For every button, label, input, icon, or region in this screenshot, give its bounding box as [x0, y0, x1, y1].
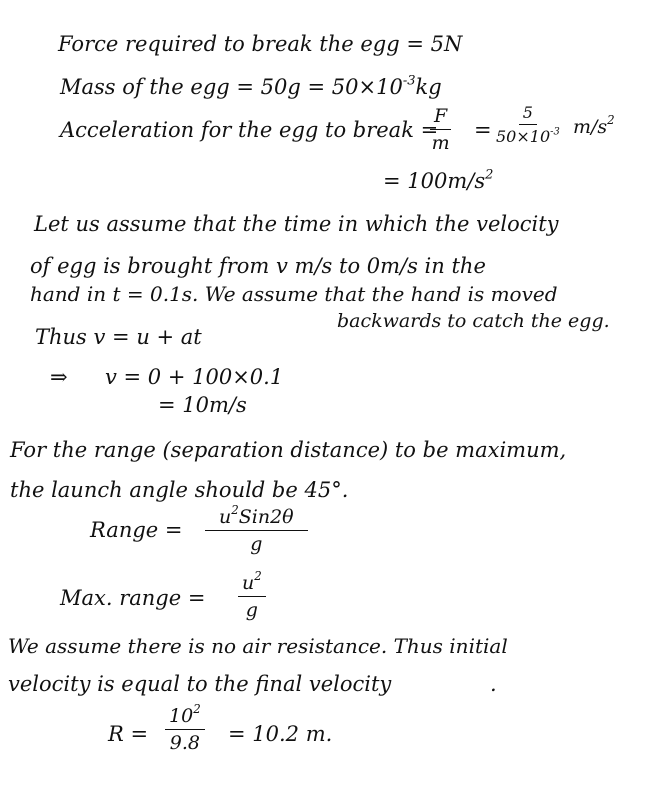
range-label: Range =: [90, 518, 183, 542]
egg-mass-line: [60, 73, 442, 99]
max-range-fraction: [238, 569, 266, 621]
implies-arrow: ⇒: [50, 365, 68, 389]
range-intro-line-1: For the range (separation distance) to be maximum,: [10, 438, 567, 462]
trailing-period: .: [490, 672, 497, 696]
egg-mass-unit: kg: [415, 75, 442, 99]
result-label: R =: [108, 722, 149, 746]
force-required-line: Force required to break the egg = 5N: [58, 32, 463, 56]
egg-mass-exponent: -3: [402, 73, 416, 89]
assumption-line-4: backwards to catch the egg.: [337, 310, 610, 332]
assumption-line-1: Let us assume that the time in which the velocity: [34, 212, 559, 236]
fraction-force-over-mass: [430, 107, 451, 153]
fraction-five-over-mass: [496, 105, 560, 145]
equals-sign: =: [474, 118, 492, 142]
unit-exponent: 2: [607, 113, 615, 128]
egg-mass-value: Mass of the egg = 50g = 50×10: [60, 75, 403, 99]
fraction-denominator: [496, 125, 560, 145]
velocity-exponent: 2: [254, 569, 262, 584]
result-exponent: 2: [193, 702, 201, 717]
fraction-denominator: 9.8: [169, 732, 200, 754]
unit-text: m/s: [573, 116, 608, 138]
fraction-numerator: F: [430, 107, 451, 130]
fraction-numerator: 5: [519, 105, 537, 125]
result-base: 10: [169, 705, 194, 727]
max-range-label: Max. range =: [60, 586, 206, 610]
result-value: = 10.2 m.: [228, 722, 333, 746]
fraction-numerator: [165, 702, 205, 730]
denominator-base: 50×10: [496, 127, 551, 146]
range-formula-fraction: [205, 503, 308, 555]
air-resistance-line-1: We assume there is no air resistance. Thus initial: [8, 634, 508, 658]
velocity-substitution: v = 0 + 100×0.1: [105, 365, 284, 389]
fraction-denominator: g: [245, 599, 258, 621]
fraction-denominator: m: [431, 132, 450, 154]
assumption-line-3: hand in t = 0.1s. We assume that the hand is moved: [30, 282, 558, 306]
sine-term: Sin2θ: [238, 506, 294, 528]
fraction-numerator: [238, 569, 266, 597]
kinematics-equation: Thus v = u + at: [35, 325, 202, 349]
velocity-exponent: 2: [231, 503, 239, 518]
air-resistance-line-2: velocity is equal to the final velocity: [8, 672, 392, 696]
range-intro-line-2: the launch angle should be 45°.: [10, 478, 349, 502]
result-fraction: [165, 702, 205, 754]
velocity-result: = 10m/s: [158, 393, 247, 417]
acceleration-result: [383, 167, 494, 193]
acceleration-result-exponent: 2: [485, 167, 494, 183]
fraction-numerator: [205, 503, 308, 531]
velocity-symbol: u: [219, 506, 232, 528]
velocity-symbol: u: [242, 572, 255, 594]
denominator-exponent: -3: [550, 126, 560, 138]
acceleration-result-value: = 100m/s: [383, 169, 486, 193]
acceleration-unit: [573, 113, 615, 138]
assumption-line-2: of egg is brought from v m/s to 0m/s in the: [30, 254, 486, 278]
acceleration-label: Acceleration for the egg to break =: [60, 118, 439, 142]
fraction-denominator: g: [250, 533, 263, 555]
